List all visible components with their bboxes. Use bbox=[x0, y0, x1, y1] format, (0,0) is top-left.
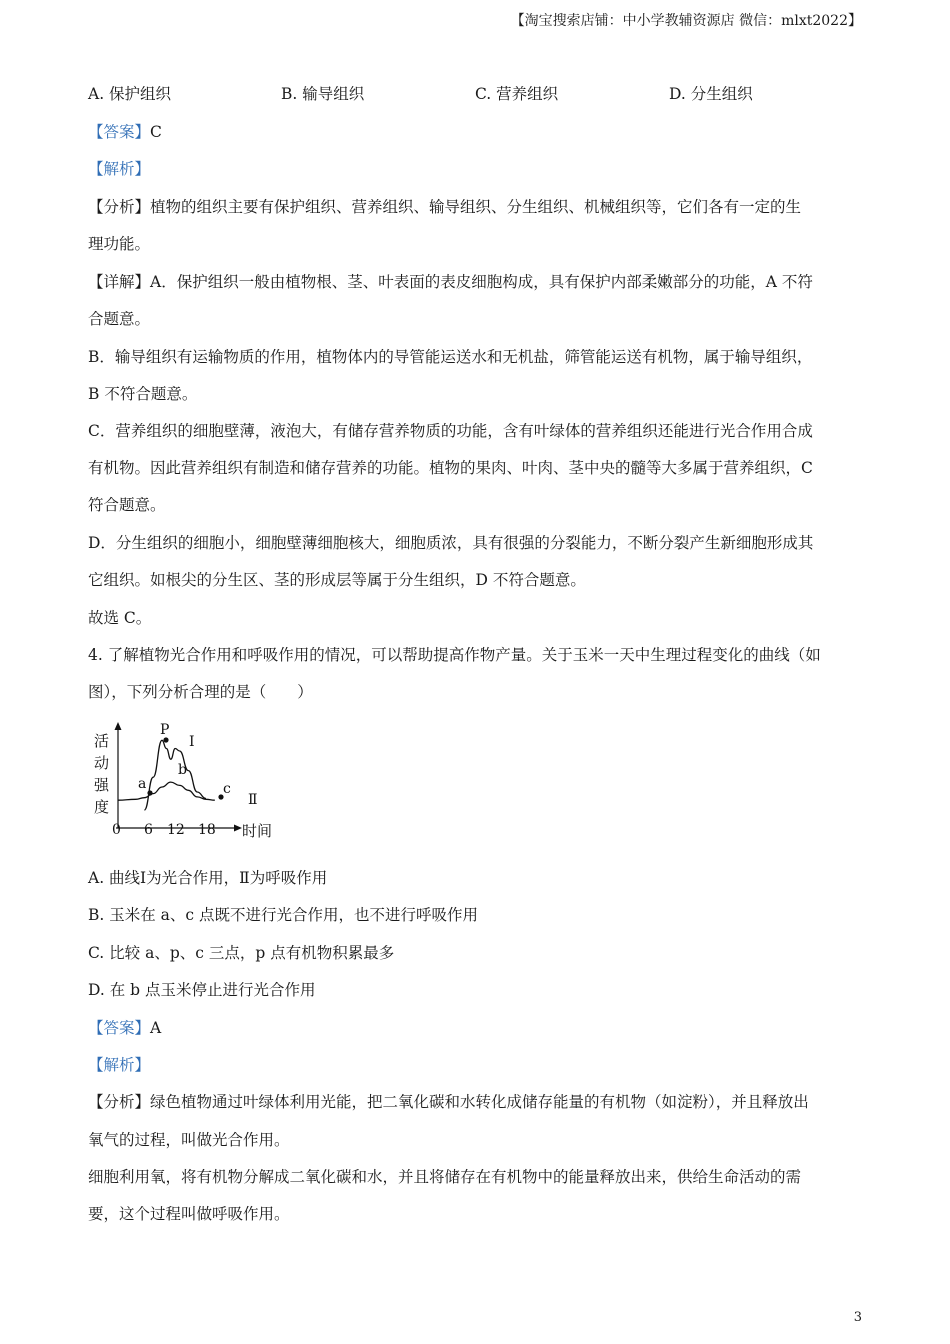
q4-respiration-def: 细胞利用氧，将有机物分解成二氧化碳和水，并且将储存在有机物中的能量释放出来，供给生命活动的需 bbox=[88, 1168, 802, 1186]
x-tick-18: 18 bbox=[198, 822, 216, 838]
q4-answer: 【答案】A bbox=[88, 1019, 162, 1037]
q4-option-d: D. 在 b 点玉米停止进行光合作用 bbox=[88, 981, 316, 999]
x-axis-label: 时间 bbox=[242, 822, 273, 840]
q4-fenxi-cont: 氧气的过程，叫做光合作用。 bbox=[88, 1131, 290, 1149]
q3-answer: 【答案】C bbox=[88, 123, 162, 141]
curve-photosynthesis bbox=[144, 740, 206, 810]
point-p-label: P bbox=[160, 722, 170, 738]
q3-option-b: B. 输导组织 bbox=[281, 85, 365, 103]
point-p-dot bbox=[163, 737, 168, 742]
q4-analysis-heading: 【解析】 bbox=[88, 1056, 151, 1074]
q4-stem-cont: 图），下列分析合理的是（ ） bbox=[88, 683, 313, 701]
q3-option-c: C. 营养组织 bbox=[475, 85, 559, 103]
y-axis-arrow bbox=[115, 722, 122, 730]
x-axis-arrow bbox=[234, 825, 242, 832]
q3-detail-a-cont: 合题意。 bbox=[88, 310, 151, 328]
activity-chart-svg bbox=[88, 718, 288, 843]
curve-respiration bbox=[118, 782, 215, 800]
q4-respiration-def-cont: 要，这个过程叫做呼吸作用。 bbox=[88, 1205, 290, 1223]
ylabel-char-3: 强 bbox=[94, 776, 110, 794]
x-tick-12: 12 bbox=[167, 822, 185, 838]
q3-fenxi: 【分析】植物的组织主要有保护组织、营养组织、输导组织、分生组织、机械组织等，它们各有一定的生 bbox=[88, 198, 802, 216]
activity-chart bbox=[88, 718, 288, 843]
q4-option-b: B. 玉米在 a、c 点既不进行光合作用，也不进行呼吸作用 bbox=[88, 906, 479, 924]
q3-detail-c-cont2: 符合题意。 bbox=[88, 496, 166, 514]
source-header: 【淘宝搜索店铺：中小学教辅资源店 微信：mlxt2022】 bbox=[510, 13, 862, 29]
curve-2-label: Ⅱ bbox=[248, 792, 258, 808]
q3-option-a: A. 保护组织 bbox=[88, 85, 172, 103]
point-a-dot bbox=[147, 790, 152, 795]
q3-option-d: D. 分生组织 bbox=[669, 85, 753, 103]
point-b-label: b bbox=[178, 762, 187, 778]
curve-1-label: Ⅰ bbox=[189, 734, 195, 750]
q3-detail-a: 【详解】A．保护组织一般由植物根、茎、叶表面的表皮细胞构成，具有保护内部柔嫩部分的功能，A 不符 bbox=[88, 273, 813, 291]
x-tick-0: 0 bbox=[112, 822, 121, 838]
point-a-label: a bbox=[138, 776, 147, 792]
point-c-label: c bbox=[223, 781, 231, 797]
q4-option-a: A. 曲线Ⅰ为光合作用，Ⅱ为呼吸作用 bbox=[88, 869, 328, 887]
q3-detail-d: D．分生组织的细胞小，细胞壁薄细胞核大，细胞质浓，具有很强的分裂能力，不断分裂产生新细胞形成其 bbox=[88, 534, 814, 552]
q3-analysis-heading: 【解析】 bbox=[88, 160, 151, 178]
q4-option-c: C. 比较 a、p、c 三点，p 点有机物积累最多 bbox=[88, 944, 395, 962]
q3-detail-c: C．营养组织的细胞壁薄，液泡大，有储存营养物质的功能，含有叶绿体的营养组织还能进行光合作用合成 bbox=[88, 422, 813, 440]
q3-conclusion: 故选 C。 bbox=[88, 609, 152, 627]
q4-stem: 4. 了解植物光合作用和呼吸作用的情况，可以帮助提高作物产量。关于玉米一天中生理过程变化的曲线（如 bbox=[88, 646, 821, 664]
q3-detail-b: B．输导组织有运输物质的作用，植物体内的导管能运送水和无机盐，筛管能运送有机物，属于输导组织， bbox=[88, 348, 813, 366]
q3-detail-b-cont: B 不符合题意。 bbox=[88, 385, 198, 403]
ylabel-char-2: 动 bbox=[94, 754, 110, 772]
x-tick-6: 6 bbox=[144, 822, 153, 838]
q4-fenxi: 【分析】绿色植物通过叶绿体利用光能，把二氧化碳和水转化成储存能量的有机物（如淀粉），并且释放出 bbox=[88, 1093, 809, 1111]
q3-detail-d-cont: 它组织。如根尖的分生区、茎的形成层等属于分生组织，D 不符合题意。 bbox=[88, 571, 586, 589]
page-number: 3 bbox=[853, 1310, 862, 1325]
ylabel-char-4: 度 bbox=[94, 798, 110, 816]
q3-fenxi-cont: 理功能。 bbox=[88, 235, 151, 253]
ylabel-char-1: 活 bbox=[94, 732, 110, 750]
q3-detail-c-cont1: 有机物。因此营养组织有制造和储存营养的功能。植物的果肉、叶肉、茎中央的髓等大多属于营养组织，C bbox=[88, 459, 813, 477]
